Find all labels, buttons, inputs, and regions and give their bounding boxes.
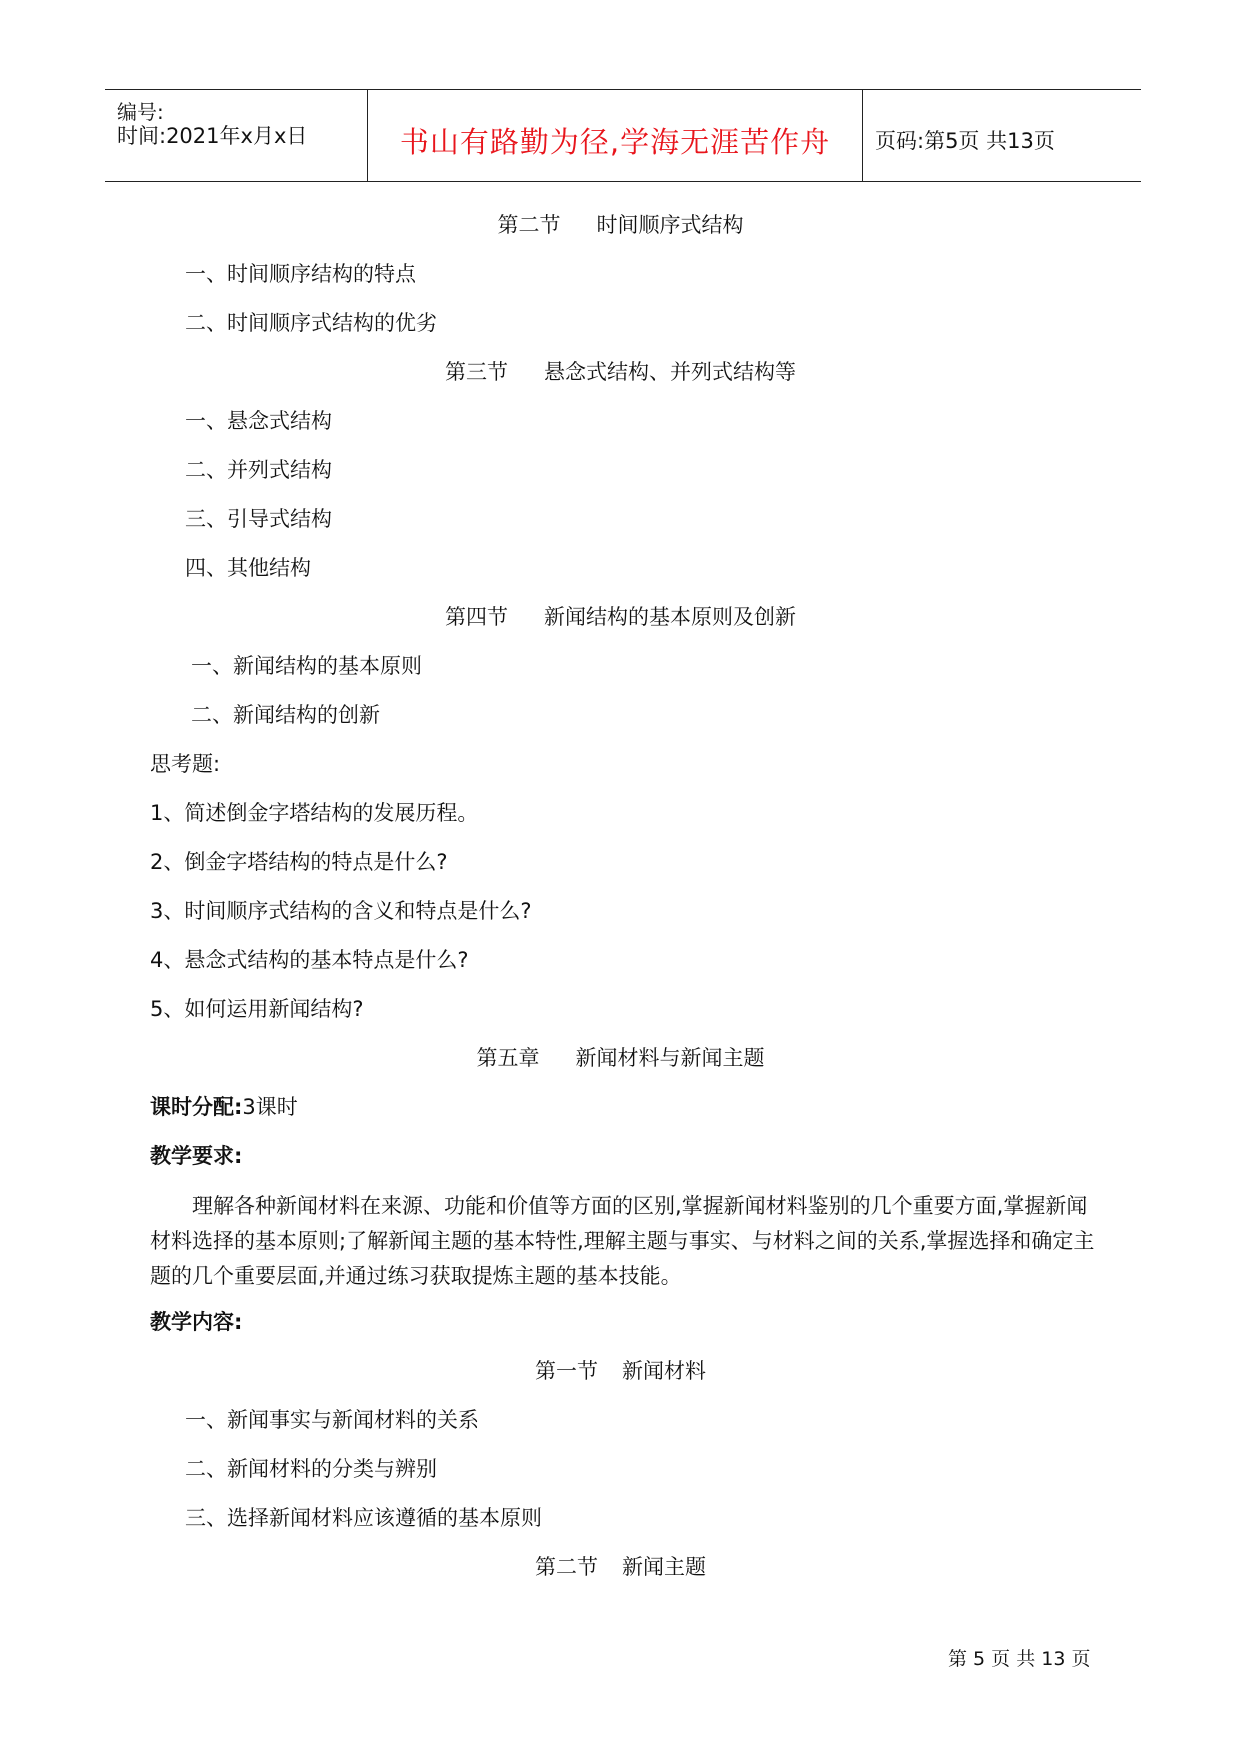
class-hours-value: 3课时 xyxy=(242,1095,298,1119)
outline-item: 一、悬念式结构 xyxy=(185,409,332,433)
section-heading xyxy=(0,215,1241,236)
requirements-label: 教学要求: xyxy=(150,1144,243,1168)
outline-item: 三、选择新闻材料应该遵循的基本原则 xyxy=(185,1506,542,1530)
section-label: 第三节 xyxy=(445,360,508,384)
section-heading xyxy=(0,1361,1241,1382)
header-middle-cell xyxy=(368,90,863,181)
section-label: 第二节 xyxy=(535,1555,598,1579)
chapter-title: 新闻材料与新闻主题 xyxy=(575,1046,765,1070)
page-number-footer: 第 5 页 共 13 页 xyxy=(948,1648,1091,1670)
outline-item: 三、引导式结构 xyxy=(185,507,332,531)
page-header-table xyxy=(105,89,1141,182)
question-item: 4、悬念式结构的基本特点是什么? xyxy=(150,948,469,972)
header-right-cell xyxy=(863,90,1141,181)
section-label: 第二节 xyxy=(497,213,561,237)
question-item: 1、简述倒金字塔结构的发展历程。 xyxy=(150,801,479,825)
section-heading xyxy=(0,607,1241,628)
section-title: 新闻结构的基本原则及创新 xyxy=(544,605,796,629)
question-item: 5、如何运用新闻结构? xyxy=(150,997,364,1021)
question-item: 3、时间顺序式结构的含义和特点是什么? xyxy=(150,899,532,923)
questions-label: 思考题: xyxy=(150,752,221,776)
section-heading xyxy=(0,1557,1241,1578)
section-title: 时间顺序式结构 xyxy=(596,213,744,237)
question-item: 2、倒金字塔结构的特点是什么? xyxy=(150,850,448,874)
requirements-paragraph xyxy=(150,1189,1100,1294)
section-label: 第一节 xyxy=(535,1359,598,1383)
header-page-info: 页码:第5页 共13页 xyxy=(875,129,1055,153)
section-label: 第四节 xyxy=(445,605,508,629)
header-time-label: 时间:2021年x月x日 xyxy=(117,124,308,148)
teaching-content-label: 教学内容: xyxy=(150,1310,243,1334)
section-title: 新闻主题 xyxy=(622,1555,706,1579)
section-title: 悬念式结构、并列式结构等 xyxy=(544,360,796,384)
requirements-text: 理解各种新闻材料在来源、功能和价值等方面的区别,掌握新闻材料鉴别的几个重要方面,掌握新闻材料选择的基本原则;了解新闻主题的基本特性,理解主题与事实、与材料之间的关系,掌握选择和确定主题的几个重要层面,并通过练习获取提炼主题的基本技能。 xyxy=(150,1194,1095,1288)
class-hours-label: 课时分配: xyxy=(150,1095,243,1119)
outline-item: 四、其他结构 xyxy=(185,556,311,580)
outline-item: 二、并列式结构 xyxy=(185,458,332,482)
outline-item: 一、新闻事实与新闻材料的关系 xyxy=(185,1408,479,1432)
header-code-label: 编号: xyxy=(117,100,164,124)
outline-item: 一、新闻结构的基本原则 xyxy=(191,654,422,678)
outline-item: 二、新闻材料的分类与辨别 xyxy=(185,1457,437,1481)
class-hours-line xyxy=(150,1097,298,1118)
header-left-cell xyxy=(105,90,368,181)
outline-item: 二、时间顺序式结构的优劣 xyxy=(185,311,437,335)
header-motto: 书山有路勤为径,学海无涯苦作舟 xyxy=(399,125,831,159)
chapter-label: 第五章 xyxy=(476,1046,540,1070)
outline-item: 二、新闻结构的创新 xyxy=(191,703,380,727)
section-heading xyxy=(0,362,1241,383)
chapter-heading xyxy=(0,1048,1241,1069)
section-title: 新闻材料 xyxy=(622,1359,706,1383)
outline-item: 一、时间顺序结构的特点 xyxy=(185,262,416,286)
